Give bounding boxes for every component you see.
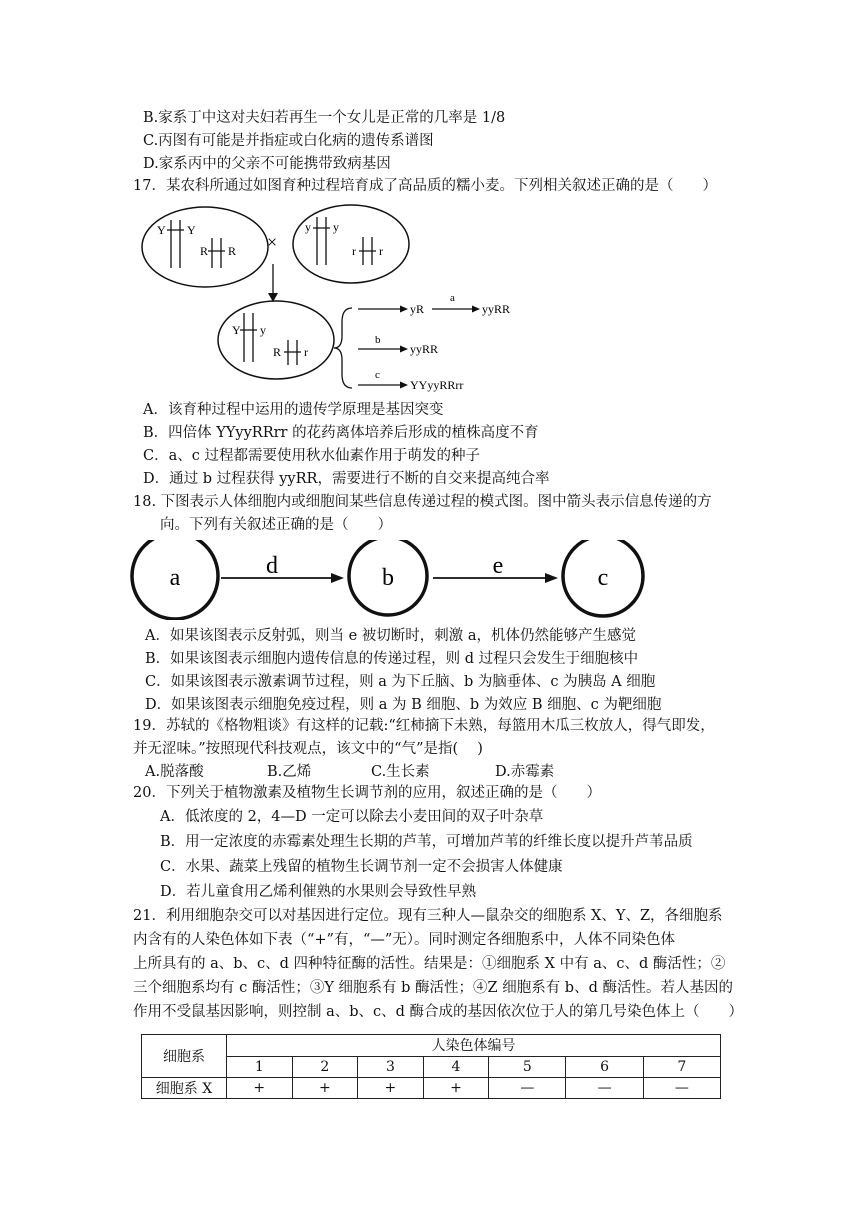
q17-stem: 17．某农科所通过如图育种过程培育成了高品质的糯小麦。下列相关叙述正确的是（ ）	[133, 178, 717, 194]
path-a-intermediate: yR	[410, 302, 425, 316]
q19-options	[145, 762, 554, 782]
f1-top-right-allele: y	[260, 323, 266, 337]
f1-top-left-allele: Y	[232, 323, 241, 337]
q21-text-line5: 作用不受鼠基因影响，则控制 a、b、c、d 酶合成的基因依次位于人的第几号染色体上（ ）	[133, 1004, 744, 1020]
q20-option-c: C．水果、蔬菜上残留的植物生长调节剂一定不会损害人体健康	[160, 859, 563, 875]
q19-option-d: D.赤霉素	[495, 764, 555, 780]
cross-symbol: ×	[267, 232, 278, 252]
q18-stem-line2: 向。下列有关叙述正确的是（ ）	[160, 517, 392, 533]
q18-option-a: A．如果该图表示反射弧，则当 e 被切断时，刺激 a，机体仍然能够产生感觉	[145, 628, 637, 644]
parent2-cell	[293, 205, 409, 283]
q20-option-b: B．用一定浓度的赤霉素处理生长期的芦苇，可增加芦苇的纤维长度以提升芦苇品质	[160, 834, 693, 850]
p2-bottom-right-allele: r	[379, 244, 383, 258]
path-a-product: yyRR	[482, 302, 511, 316]
table-cell: +	[423, 1078, 489, 1099]
path-c-label: c	[375, 369, 380, 381]
q17-option-b: B．四倍体 YYyyRRrr 的花药离体培养后形成的植株高度不育	[143, 425, 539, 441]
row-label: 细胞系 X	[142, 1078, 227, 1099]
chromosome-table	[141, 1034, 721, 1099]
table-cell: +	[227, 1078, 293, 1099]
q18-option-c: C．如果该图表示激素调节过程，则 a 为下丘脑、b 为脑垂体、c 为胰岛 A 细胞	[145, 674, 656, 690]
arrow-e-label: e	[492, 553, 504, 579]
p2-top-right-allele: y	[333, 220, 339, 234]
q21-text-line1: 21．利用细胞杂交可以对基因进行定位。现有三种人—鼠杂交的细胞系 X、Y、Z，各细胞系	[133, 908, 723, 924]
table-cell: —	[643, 1078, 720, 1099]
path-a-label: a	[450, 292, 455, 304]
q17-option-c: C．a、c 过程都需要使用秋水仙素作用于萌发的种子	[143, 448, 480, 464]
path-b-label: b	[375, 334, 381, 346]
table-cell: +	[358, 1078, 424, 1099]
column-header: 1	[227, 1056, 293, 1078]
f1-cell	[218, 301, 334, 379]
table-cell: —	[489, 1078, 566, 1099]
q21-text-line3: 上所具有的 a、b、c、d 四种特征酶的活性。结果是：①细胞系 X 中有 a、c、d 酶活性；②	[133, 956, 726, 972]
column-header: 5	[489, 1056, 566, 1078]
q18-stem-line1: 18. 下图表示人体细胞内或细胞间某些信息传递过程的模式图。图中箭头表示信息传递的方	[133, 494, 712, 510]
p2-top-left-allele: y	[305, 220, 311, 234]
q18-option-d: D．如果该图表示细胞免疫过程，则 a 为 B 细胞、b 为效应 B 细胞、c 为靶细胞	[145, 697, 662, 713]
q16-option-b: B.家系丁中这对夫妇若再生一个女儿是正常的几率是 1/8	[143, 110, 506, 126]
q19-option-c: C.生长素	[371, 764, 430, 780]
p1-bottom-left-allele: R	[200, 244, 209, 258]
q16-option-d: D.家系丙中的父亲不可能携带致病基因	[143, 156, 391, 172]
column-header: 7	[643, 1056, 720, 1078]
column-header: 4	[423, 1056, 489, 1078]
node-a-label: a	[169, 565, 181, 591]
table-group-header: 人染色体编号	[227, 1035, 721, 1057]
column-header: 6	[566, 1056, 643, 1078]
q19-stem-line1: 19．苏轼的《格物粗谈》有这样的记载:“红柿摘下未熟，每篮用木瓜三枚放人，得气即发，	[133, 718, 715, 734]
q16-option-c: C.丙图有可能是并指症或白化病的遗传系谱图	[143, 133, 434, 149]
q17-breeding-diagram	[130, 200, 550, 400]
q17-option-d: D．通过 b 过程获得 yyRR，需要进行不断的自交来提高纯合率	[143, 471, 550, 487]
q17-option-a: A．该育种过程中运用的遗传学原理是基因突变	[143, 402, 444, 418]
column-header: 3	[358, 1056, 424, 1078]
q19-option-b: B.乙烯	[267, 764, 312, 780]
node-c-label: c	[597, 565, 609, 591]
q19-option-a: A.脱落酸	[145, 764, 204, 780]
table-cell: —	[566, 1078, 643, 1099]
q18-signal-diagram	[125, 540, 655, 620]
arrow-d-label: d	[266, 553, 278, 579]
table-row	[142, 1078, 721, 1099]
table-row-header: 细胞系	[142, 1035, 227, 1078]
p1-bottom-right-allele: R	[228, 244, 237, 258]
p1-top-right-allele: Y	[187, 223, 196, 237]
q21-text-line4: 三个细胞系均有 c 酶活性；③Y 细胞系有 b 酶活性；④Z 细胞系有 b、d 酶活性。若人基因的	[133, 980, 733, 996]
table-cell: +	[292, 1078, 358, 1099]
f1-bottom-right-allele: r	[304, 345, 308, 359]
column-header: 2	[292, 1056, 358, 1078]
p2-bottom-left-allele: r	[352, 244, 356, 258]
q20-stem: 20．下列关于植物激素及植物生长调节剂的应用，叙述正确的是（ ）	[133, 785, 601, 801]
node-b-label: b	[382, 565, 394, 591]
p1-top-left-allele: Y	[157, 223, 166, 237]
path-c-product: YYyyRRrr	[410, 378, 464, 392]
q20-option-d: D．若儿童食用乙烯利催熟的水果则会导致性早熟	[160, 884, 477, 900]
q21-text-line2: 内含有的人染色体如下表（“+”有，“—”无）。同时测定各细胞系中，人体不同染色体	[133, 932, 676, 948]
q20-option-a: A．低浓度的 2，4—D 一定可以除去小麦田间的双子叶杂草	[160, 809, 544, 825]
f1-bottom-left-allele: R	[273, 345, 282, 359]
q19-stem-line2: 并无涩味。”按照现代科技观点，该文中的“气”是指( )	[133, 741, 483, 757]
q18-option-b: B．如果该图表示细胞内遗传信息的传递过程，则 d 过程只会发生于细胞核中	[145, 651, 639, 667]
path-b-product: yyRR	[410, 342, 439, 356]
